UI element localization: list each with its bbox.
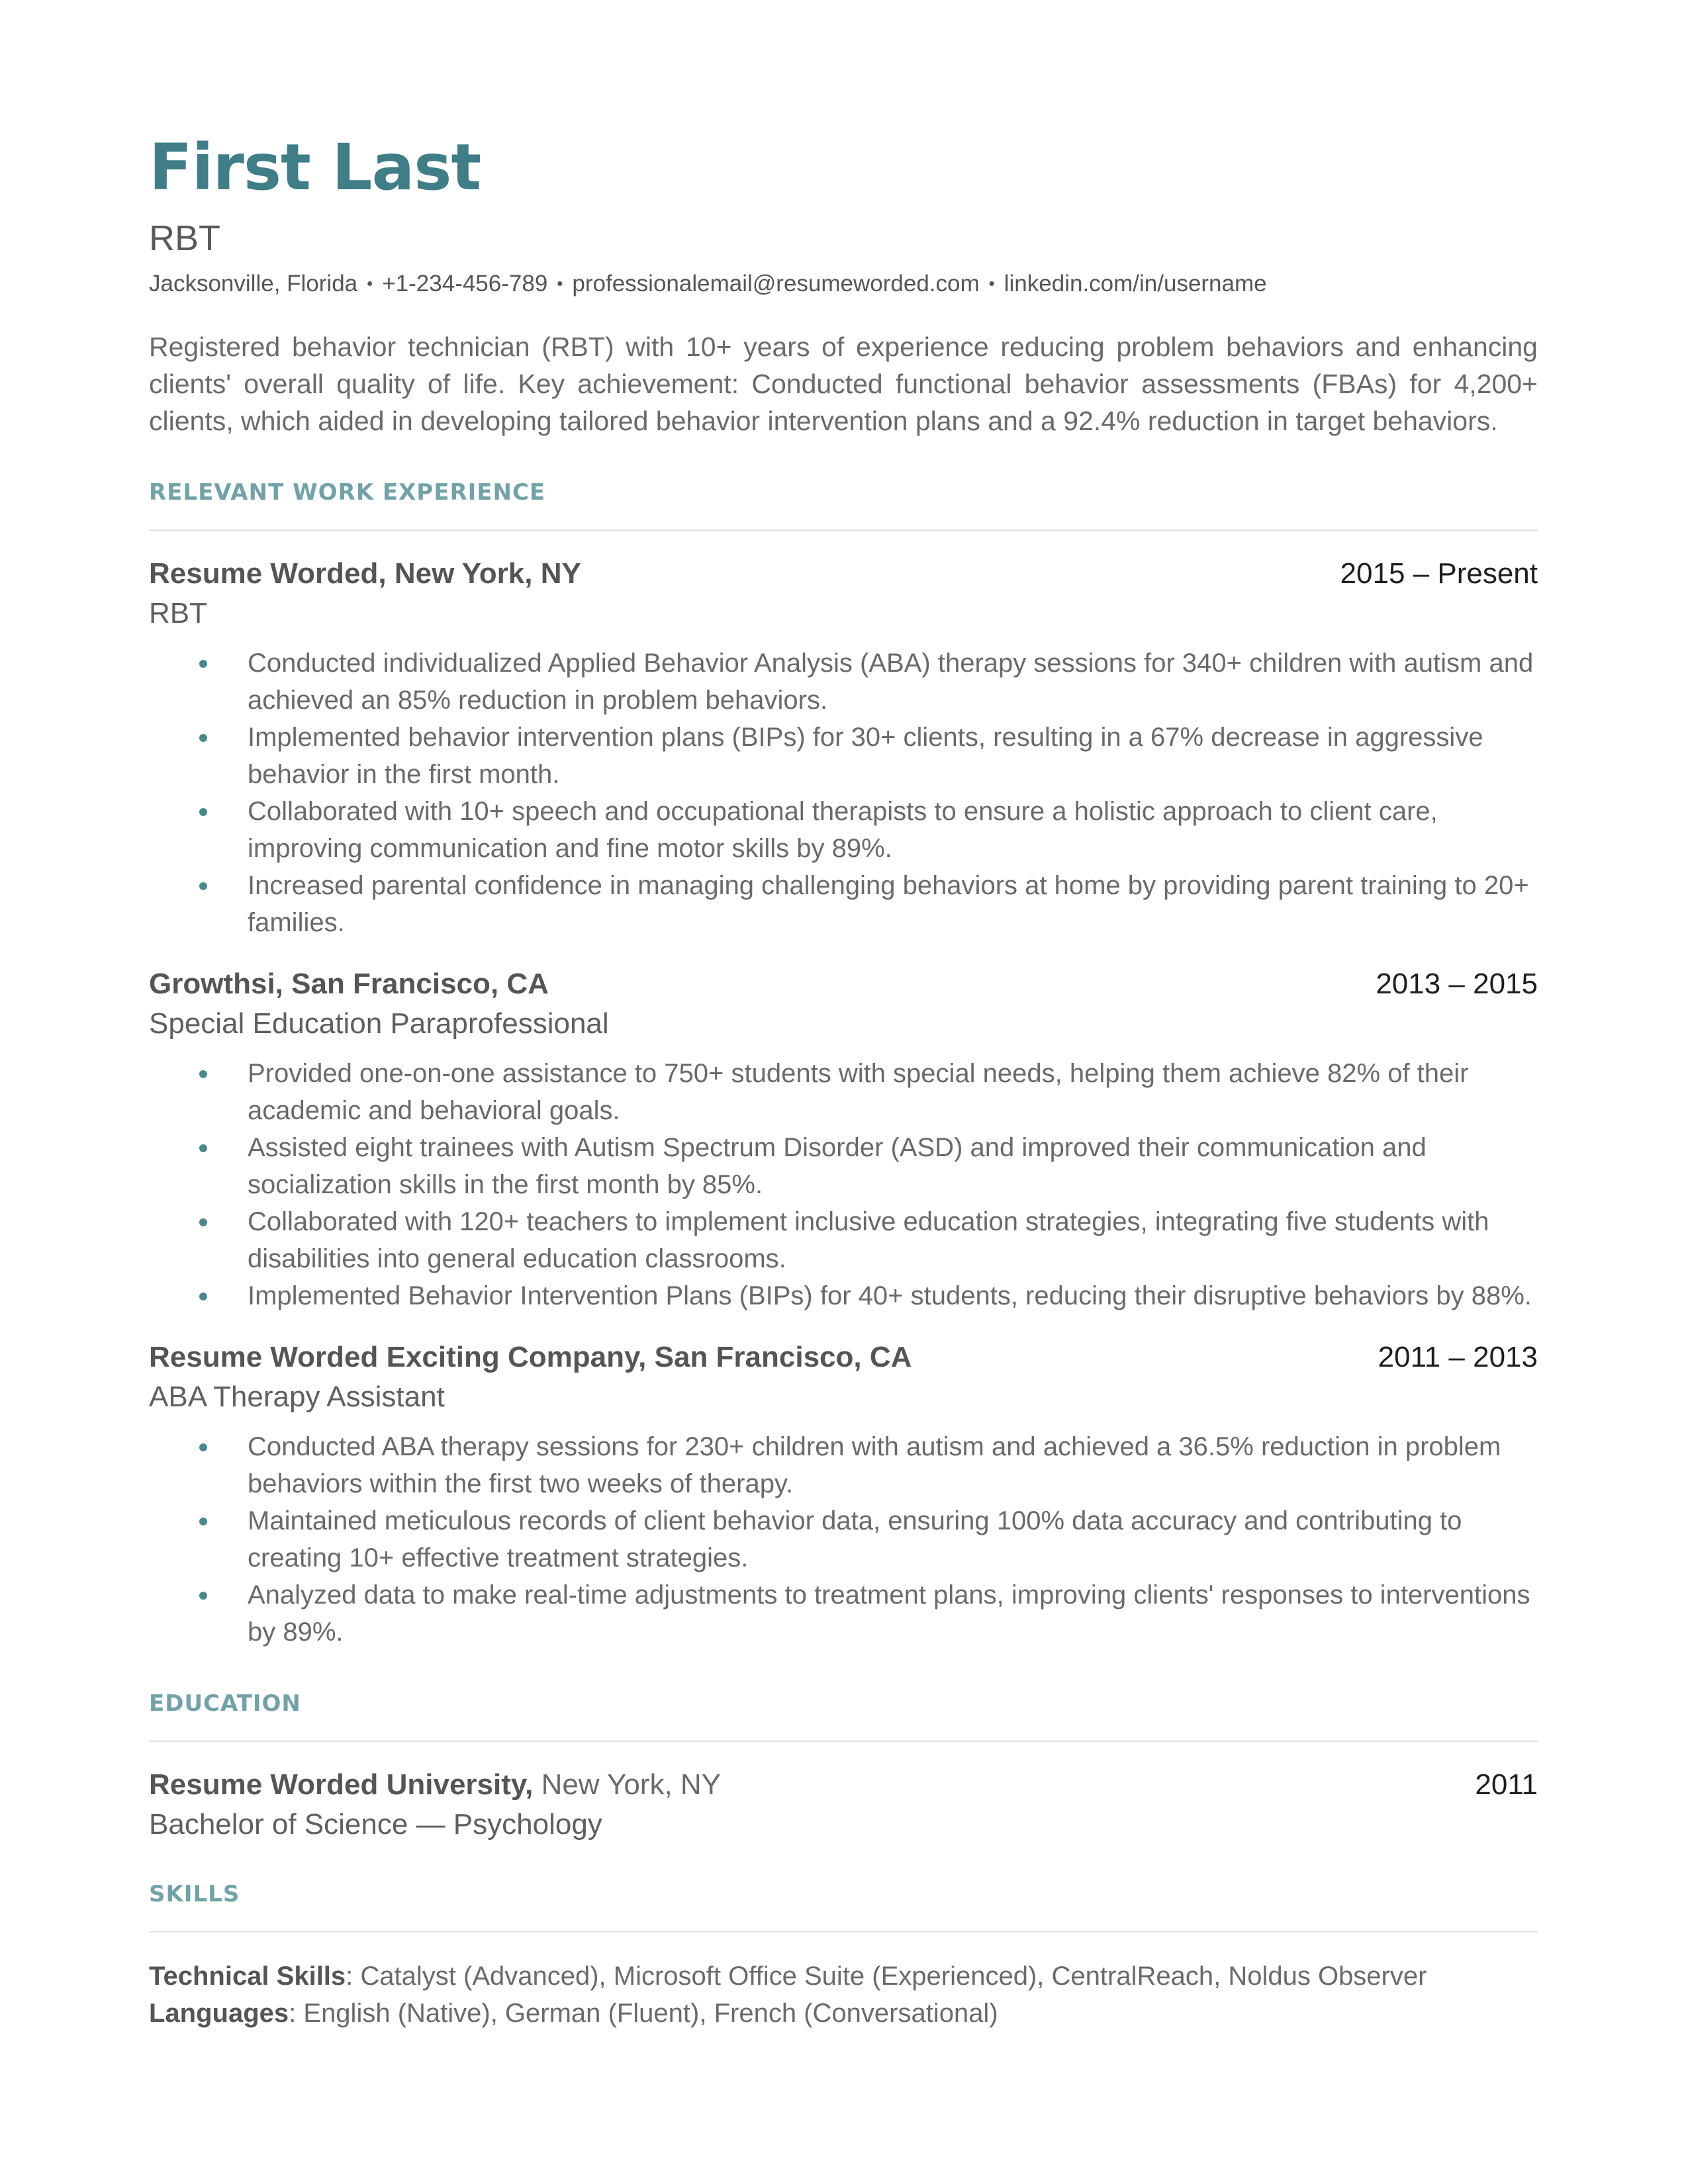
bullet-item xyxy=(149,1129,1538,1203)
contact-email[interactable]: professionalemail@resumeworded.com xyxy=(572,271,980,297)
section-heading-education: EDUCATION xyxy=(149,1690,301,1717)
candidate-title: RBT xyxy=(149,218,220,258)
bullet-item xyxy=(149,1576,1538,1651)
bullet-dot-icon xyxy=(199,660,207,668)
contact-line xyxy=(149,270,1538,298)
bullet-text: Conducted ABA therapy sessions for 230+ children with autism and achieved a 36.5% reduction in problem behaviors within the first two weeks of therapy. xyxy=(248,1432,1501,1499)
bullet-text: Analyzed data to make real-time adjustments to treatment plans, improving clients' responses to interventions by 89%. xyxy=(248,1580,1530,1647)
bullet-dot-icon xyxy=(199,882,207,890)
bullet-text: Maintained meticulous records of client behavior data, ensuring 100% data accuracy and contributing to creating 10+ effective treatment strategies. xyxy=(248,1506,1462,1573)
job-dates: 2013 – 2015 xyxy=(1376,968,1538,1001)
bullet-text: Collaborated with 120+ teachers to implement inclusive education strategies, integrating five students with disabilities into general education classrooms. xyxy=(248,1207,1489,1274)
skills-languages xyxy=(149,1995,1538,2032)
education-location: New York, NY xyxy=(541,1768,722,1801)
section-divider xyxy=(149,529,1538,531)
bullet-dot-icon xyxy=(199,1070,207,1078)
section-heading-experience: RELEVANT WORK EXPERIENCE xyxy=(149,479,546,506)
bullet-text: Implemented Behavior Intervention Plans (BIPs) for 40+ students, reducing their disruptive behaviors by 88%. xyxy=(248,1281,1532,1311)
bullet-dot-icon xyxy=(199,1144,207,1152)
bullet-item xyxy=(149,1203,1538,1277)
education-year: 2011 xyxy=(1475,1768,1538,1801)
job-company: Growthsi, San Francisco, CA xyxy=(149,968,549,1001)
education-school: Resume Worded University, xyxy=(149,1768,534,1801)
job-role: Special Education Paraprofessional xyxy=(149,1007,609,1040)
job-bullets xyxy=(149,645,1538,941)
bullet-text: Conducted individualized Applied Behavior Analysis (ABA) therapy sessions for 340+ children with autism and achieved an 85% reduction in problem behaviors. xyxy=(248,649,1534,715)
bullet-text: Provided one-on-one assistance to 750+ students with special needs, helping them achieve 82% of their academic and behavioral goals. xyxy=(248,1059,1469,1126)
bullet-item xyxy=(149,1277,1538,1314)
skills-block xyxy=(149,1958,1538,2032)
section-divider xyxy=(149,1931,1538,1933)
section-divider xyxy=(149,1741,1538,1742)
bullet-dot-icon xyxy=(199,808,207,816)
bullet-dot-icon xyxy=(199,1443,207,1451)
skills-languages-label: Languages xyxy=(149,1999,289,2028)
job-role: ABA Therapy Assistant xyxy=(149,1381,445,1414)
skills-technical-label: Technical Skills xyxy=(149,1962,346,1991)
job-entry xyxy=(149,1341,1538,1651)
bullet-text: Assisted eight trainees with Autism Spectrum Disorder (ASD) and improved their communication and socialization skills in the first month by 85%. xyxy=(248,1133,1427,1200)
job-dates: 2011 – 2013 xyxy=(1378,1341,1538,1374)
education-school-line xyxy=(149,1768,721,1801)
bullet-item xyxy=(149,1055,1538,1129)
candidate-name: First Last xyxy=(149,130,481,205)
bullet-item xyxy=(149,645,1538,719)
skills-languages-value: : English (Native), German (Fluent), French (Conversational) xyxy=(289,1999,998,2028)
contact-separator: • xyxy=(367,273,373,294)
education-degree: Bachelor of Science — Psychology xyxy=(149,1808,602,1841)
contact-linkedin[interactable]: linkedin.com/in/username xyxy=(1004,271,1267,297)
contact-location: Jacksonville, Florida xyxy=(149,271,358,297)
skills-technical-value: : Catalyst (Advanced), Microsoft Office Suite (Experienced), CentralReach, Noldus Observer xyxy=(346,1962,1427,1991)
bullet-dot-icon xyxy=(199,1293,207,1300)
job-bullets xyxy=(149,1055,1538,1314)
bullet-item xyxy=(149,719,1538,793)
bullet-text: Collaborated with 10+ speech and occupational therapists to ensure a holistic approach to client care, improving communication and fine motor skills by 89%. xyxy=(248,797,1438,864)
contact-separator: • xyxy=(557,273,563,294)
section-heading-skills: SKILLS xyxy=(149,1881,240,1908)
bullet-text: Implemented behavior intervention plans (BIPs) for 30+ clients, resulting in a 67% decrease in aggressive behavior in the first month. xyxy=(248,723,1483,790)
resume-page xyxy=(149,130,1538,2032)
bullet-dot-icon xyxy=(199,1218,207,1226)
job-company: Resume Worded Exciting Company, San Francisco, CA xyxy=(149,1341,912,1374)
job-entry xyxy=(149,968,1538,1314)
job-dates: 2015 – Present xyxy=(1340,557,1538,590)
bullet-item xyxy=(149,867,1538,941)
bullet-item xyxy=(149,1502,1538,1576)
contact-separator: • xyxy=(988,273,995,294)
job-entry xyxy=(149,557,1538,941)
job-company: Resume Worded, New York, NY xyxy=(149,557,581,590)
bullet-text: Increased parental confidence in managing challenging behaviors at home by providing parent training to 20+ families. xyxy=(248,871,1529,938)
bullet-item xyxy=(149,793,1538,867)
bullet-item xyxy=(149,1428,1538,1502)
bullet-dot-icon xyxy=(199,734,207,742)
bullet-dot-icon xyxy=(199,1518,207,1525)
summary-paragraph: Registered behavior technician (RBT) with 10+ years of experience reducing problem behaviors and enhancing clients' overall quality of life. Key achievement: Conducted functional behavior assessments (FBAs) for 4,200+ clients, which aided in developing tailored behavior intervention plans and a 92.4% reduction in target behaviors. xyxy=(149,332,1538,437)
education-entry xyxy=(149,1768,1538,1801)
contact-phone: +1-234-456-789 xyxy=(382,271,548,297)
bullet-dot-icon xyxy=(199,1592,207,1600)
skills-technical xyxy=(149,1958,1538,1995)
job-bullets xyxy=(149,1428,1538,1651)
job-role: RBT xyxy=(149,597,207,630)
